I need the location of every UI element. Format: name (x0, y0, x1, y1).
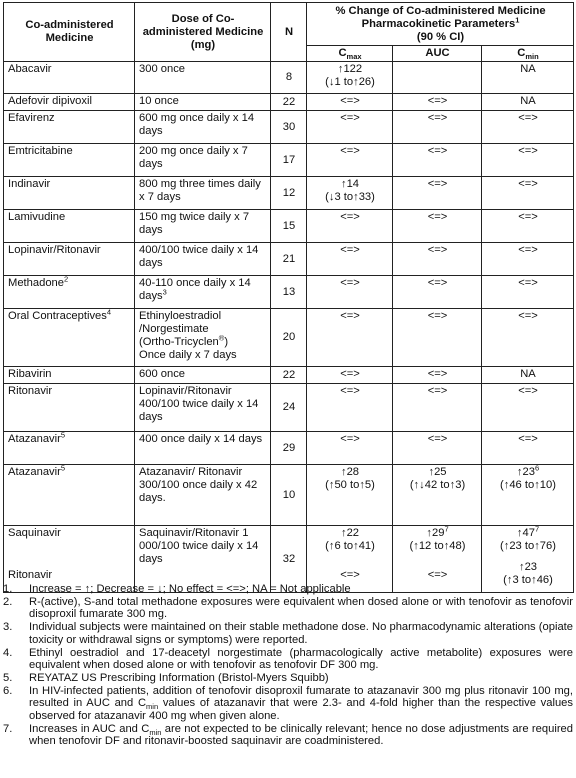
table-row (4, 367, 574, 384)
dose-cell (135, 432, 271, 465)
cmin-value: (↑46 to↑10) (500, 479, 556, 491)
dose-line (139, 310, 267, 323)
cmin-value: NA (520, 63, 536, 75)
cmin-cell (482, 384, 574, 432)
footnote-number: 1. (3, 583, 13, 595)
dose-cell (135, 465, 271, 526)
cmax-value: <=> (340, 368, 360, 380)
auc-value: <=> (427, 368, 448, 380)
dose-cell (135, 177, 271, 210)
medicine-name: Efavirenz (8, 112, 55, 124)
cmin-value (486, 524, 570, 540)
cmin-value: <=> (518, 145, 538, 157)
n-value: 8 (285, 71, 293, 83)
footnote-text-part: In HIV-infected patients, addition of tenofovir disoproxil fumarate to atazanavir 300 mg plus ritonavir 100 mg, resulted in AUC and C (29, 684, 573, 710)
header-percent-change-text: % Change of Co-administered Medicine Pharmacokinetic Parameters (335, 4, 546, 30)
n-cell (271, 111, 307, 144)
footnote-text (29, 723, 573, 748)
n-value: 12 (282, 186, 296, 199)
auc-cell (393, 526, 482, 560)
footnote (3, 583, 573, 596)
cmax-value: <=> (340, 310, 360, 322)
medicine-cell (4, 309, 135, 367)
auc-value: <=> (427, 277, 448, 289)
n-value: 15 (282, 219, 296, 232)
n-value: 21 (282, 252, 296, 265)
footnote-text (29, 672, 573, 685)
header-cmax: $C_{max}$ (307, 46, 393, 62)
dose-cell (135, 94, 271, 111)
dose-cell (135, 309, 271, 367)
auc-value: ↑25 (428, 466, 447, 478)
n-value: 22 (282, 95, 296, 108)
auc-cell (393, 276, 482, 309)
table-row (4, 465, 574, 526)
medicine-name: Saquinavir (8, 527, 61, 539)
table-row (4, 309, 574, 367)
footnote-number: 2. (3, 595, 13, 608)
auc-cell (393, 367, 482, 384)
cmax-value: <=> (340, 145, 360, 157)
cmax-cell (307, 526, 393, 560)
auc-cell (393, 309, 482, 367)
dose-text: 10 once (139, 95, 179, 107)
header-auc: AUC (393, 46, 482, 62)
auc-value: <=> (427, 112, 448, 124)
auc-cell (393, 432, 482, 465)
footnote (3, 621, 573, 646)
cmax-value: <=> (340, 244, 360, 256)
cmin-cell (482, 526, 574, 560)
cmax-value: <=> (340, 112, 360, 124)
cmax-value: <=> (340, 277, 360, 289)
footnote-number: 4. (3, 646, 13, 659)
n-cell (271, 309, 307, 367)
cmax-cell (307, 465, 393, 526)
table-row (4, 144, 574, 177)
dose-line (139, 323, 267, 336)
footnote-text-part: Individual subjects were maintained on their stable methadone dose. No pharmacodynamic alterations (opiate toxicity or withdrawal signs or symptoms) were reported. (29, 621, 573, 646)
auc-cell (393, 465, 482, 526)
cmin-text: ↑47 (516, 527, 535, 539)
cmin-value: <=> (518, 178, 538, 190)
footnote-number: 7. (3, 722, 13, 735)
table-row (4, 177, 574, 210)
footnote-text (29, 583, 573, 596)
auc-value: <=> (427, 145, 448, 157)
medicine-name: Emtricitabine (8, 145, 73, 157)
auc-cell (393, 243, 482, 276)
dose-text: Once daily x 7 days (139, 349, 237, 361)
cmin-value: (↑23 to↑76) (500, 540, 556, 552)
footnote-ref: 4 (106, 307, 112, 317)
footnote (3, 647, 573, 672)
cmax-cell (307, 111, 393, 144)
dose-text: 150 mg twice daily x 7 days (139, 211, 250, 236)
footnote (3, 723, 573, 748)
medicine-cell (4, 210, 135, 243)
cmin-value: <=> (518, 310, 538, 322)
cmin-value: $↑23^6$ (516, 463, 540, 478)
footnote (3, 672, 573, 685)
cmin-cell (482, 94, 574, 111)
cmin-cell (482, 210, 574, 243)
dose-text: Ethinyloestradiol (139, 310, 222, 322)
cmax-value: <=> (340, 433, 360, 445)
dose-text: /Norgestimate (139, 323, 209, 335)
dose-text: 400 once daily x 14 days (139, 433, 263, 445)
cmax-value: (↓1 to↑26) (325, 76, 375, 88)
header-medicine: Co-administered Medicine (4, 3, 135, 62)
cmin-value: <=> (518, 112, 538, 124)
table-row (4, 432, 574, 465)
footnote-number: 6. (3, 684, 13, 697)
medicine-name: Atazanavir (8, 466, 61, 478)
cmax-value: (↑50 to↑5) (325, 479, 375, 491)
footnote-subscript: min (146, 702, 159, 712)
medicine-name: Lamivudine (8, 211, 66, 223)
auc-cell (393, 177, 482, 210)
n-cell (271, 465, 307, 526)
header-n: N (271, 3, 307, 62)
footnote-number: 5. (3, 671, 13, 684)
auc-value: <=> (427, 211, 448, 223)
n-value: 10 (282, 488, 296, 501)
dose-text: (Ortho-Tricyclen (139, 336, 219, 348)
auc-value: <=> (427, 433, 448, 445)
cmax-value: (↑6 to↑41) (325, 540, 375, 552)
cmin-value: <=> (518, 244, 538, 256)
dose-cell (135, 144, 271, 177)
header-dose: Dose of Co-administered Medicine (mg) (135, 3, 271, 62)
dose-text: Lopinavir/Ritonavir 400/100 twice daily x 14 days (139, 385, 259, 423)
cmin-cell (482, 465, 574, 526)
n-cell (271, 384, 307, 432)
cmax-value: (↓3 to↑33) (325, 191, 375, 203)
cmax-cell (307, 432, 393, 465)
dose-text: Atazanavir/ Ritonavir 300/100 once daily x 42 days. (139, 466, 258, 504)
cmin-cell (482, 276, 574, 309)
cmax-value: ↑22 (340, 527, 360, 539)
header-percent-change (307, 3, 574, 46)
dose-cell (135, 243, 271, 276)
medicine-name: Indinavir (8, 178, 51, 190)
footnote-text-part: Increase = ↑; Decrease = ↓; No effect = <=>; NA = Not applicable (29, 583, 351, 595)
cmin-value: ↑23 (518, 560, 538, 573)
auc-value: <=> (427, 178, 448, 190)
n-cell (271, 62, 307, 94)
dose-cell (135, 62, 271, 94)
cmin-cell (482, 309, 574, 367)
cmax-cell (307, 367, 393, 384)
dose-line (139, 349, 267, 362)
cmin-cell (482, 243, 574, 276)
header-ci: (90 % CI) (416, 30, 465, 43)
n-cell (271, 94, 307, 111)
table-row (4, 111, 574, 144)
registered-mark: ® (218, 333, 225, 343)
dose-text: 300 once (139, 63, 186, 75)
cmin-cell (482, 62, 574, 94)
n-value: 32 (282, 552, 296, 565)
n-cell (271, 144, 307, 177)
n-cell (271, 432, 307, 465)
cmax-value: <=> (340, 211, 360, 223)
footnote-text-part: R-(active), S-and total methadone exposures were equivalent when dosed alone or with tenofovir as tenofovir disoproxil fumarate 300 mg. (29, 595, 573, 621)
medicine-name: Atazanavir (8, 433, 61, 445)
n-value: 24 (282, 401, 296, 413)
auc-value (397, 524, 478, 540)
footnote (3, 685, 573, 723)
table-row (4, 62, 574, 94)
medicine-cell (4, 144, 135, 177)
medicine-cell (4, 276, 135, 309)
cmax-value: <=> (340, 95, 360, 107)
medicine-cell (4, 384, 135, 432)
medicine-name: Ritonavir (8, 385, 53, 397)
dose-text: 200 mg once daily x 7 days (139, 145, 248, 170)
n-cell (271, 210, 307, 243)
footnote-text (29, 621, 573, 646)
dose-cell (135, 210, 271, 243)
cmin-value: <=> (518, 433, 538, 445)
dose-cell (135, 384, 271, 432)
table-row (4, 384, 574, 432)
footnote-ref: 5 (60, 463, 66, 473)
medicine-cell (4, 94, 135, 111)
medicine-name: Ribavirin (8, 368, 52, 380)
cmax-cell (307, 384, 393, 432)
medicine-name: Methadone (8, 277, 64, 289)
cmax-value: ↑122 (337, 63, 363, 75)
footnote-ref: 5 (60, 430, 66, 440)
footnote-ref: 7 (444, 524, 449, 534)
dose-text: 40-110 once daily x 14 days (139, 277, 251, 302)
footnote-text-part: Increases in AUC and C (29, 722, 150, 735)
cmin-value: <=> (518, 277, 538, 289)
header-cmin: $C_{min}$ (482, 46, 574, 62)
cmax-value: ↑28 (340, 466, 360, 478)
medicine-cell (4, 526, 135, 560)
auc-cell (393, 94, 482, 111)
cmin-value: <=> (518, 211, 538, 223)
n-cell (271, 243, 307, 276)
cmin-value: (↑3 to↑46) (503, 573, 553, 586)
interaction-table (3, 2, 574, 593)
auc-cell (393, 210, 482, 243)
cmax-cell (307, 309, 393, 367)
cmin-cell (482, 367, 574, 384)
footnote-ref: 1 (515, 14, 520, 24)
medicine-name: Ritonavir (8, 569, 53, 582)
footnote-text (29, 647, 573, 672)
footnote-ref: 7 (534, 524, 540, 534)
auc-value: <=> (427, 244, 448, 256)
n-value: 29 (282, 441, 296, 454)
footnote-text-part: REYATAZ US Prescribing Information (Bristol-Myers Squibb) (29, 671, 329, 684)
cmax-cell (307, 144, 393, 177)
footnote-text (29, 596, 573, 621)
cmin-value: NA (520, 368, 536, 380)
auc-cell (393, 144, 482, 177)
n-value: 22 (282, 368, 296, 381)
footnote-text-part: are not expected to be clinically relevant; hence no dose adjustments are required when tenofovir DF and ritonavir-boosted saquinavir are coadministered. (29, 722, 573, 748)
footnote-ref: 3 (162, 287, 167, 297)
dose-text: 600 once (139, 368, 186, 380)
cmin-value: NA (520, 95, 536, 107)
n-value: 30 (282, 120, 296, 133)
medicine-cell (4, 432, 135, 465)
cmax-value: <=> (340, 385, 360, 397)
medicine-name: Lopinavir/Ritonavir (8, 244, 101, 256)
cmin-cell (482, 432, 574, 465)
dose-text: 400/100 twice daily x 14 days (139, 244, 259, 269)
auc-cell (393, 111, 482, 144)
n-value: 13 (282, 285, 296, 298)
medicine-name: Adefovir dipivoxil (8, 95, 92, 107)
footnote-text (29, 685, 573, 723)
medicine-cell (4, 62, 135, 94)
cmax-cell (307, 62, 393, 94)
dose-cell (135, 111, 271, 144)
cmin-cell (482, 111, 574, 144)
footnote-text-part: values of atazanavir that were 2.3- and 4-fold higher than the respective values observed for atazanavir 400 mg when given alone. (29, 697, 573, 723)
table-row (4, 243, 574, 276)
cmin-cell (482, 144, 574, 177)
cmax-value: ↑14 (340, 178, 360, 190)
footnote-ref: 6 (534, 463, 540, 473)
footnote (3, 596, 573, 621)
cmax-cell (307, 276, 393, 309)
dose-text: 800 mg three times daily x 7 days (139, 178, 261, 203)
n-cell (271, 367, 307, 384)
n-value: 20 (282, 331, 296, 343)
dose-line (139, 333, 267, 349)
medicine-name: Abacavir (8, 63, 52, 75)
dose-text: Saquinavir/Ritonavir 1 000/100 twice daily x 14 days (139, 527, 259, 565)
auc-value: <=> (427, 310, 448, 322)
auc-value: (↑↓42 to↑3) (409, 479, 466, 491)
medicine-cell (4, 367, 135, 384)
auc-value: <=> (427, 385, 448, 397)
medicine-name: Oral Contraceptives (8, 310, 107, 322)
medicine-cell (4, 465, 135, 526)
cmax-cell (307, 177, 393, 210)
auc-cell (393, 384, 482, 432)
footnotes (3, 583, 573, 748)
auc-value: (↑12 to↑48) (409, 540, 466, 552)
cmin-value: <=> (518, 385, 538, 397)
dose-text: 600 mg once daily x 14 days (139, 112, 255, 137)
medicine-cell (4, 243, 135, 276)
table-row (4, 276, 574, 309)
auc-value: <=> (427, 569, 448, 582)
table-row (4, 94, 574, 111)
n-value: 17 (282, 153, 296, 166)
n-cell (271, 276, 307, 309)
medicine-cell (4, 177, 135, 210)
cmin-cell (482, 177, 574, 210)
cmax-cell (307, 210, 393, 243)
auc-value: <=> (427, 95, 448, 107)
n-cell (271, 177, 307, 210)
medicine-cell (4, 111, 135, 144)
auc-cell (393, 62, 482, 94)
footnote-text-part: Ethinyl oestradiol and 17-deacetyl norgestimate (pharmacologically active metabolite) exposures were equivalent when dosed alone or with tenofovir as tenofovir DF 300 mg. (29, 646, 573, 672)
cmax-cell (307, 243, 393, 276)
table-row (4, 526, 574, 560)
dose-cell (135, 276, 271, 309)
footnote-number: 3. (3, 621, 13, 634)
dose-cell (135, 367, 271, 384)
footnote-ref: 2 (63, 274, 69, 284)
auc-text: ↑29 (426, 527, 445, 539)
cmax-value: <=> (340, 569, 360, 582)
cmax-cell (307, 94, 393, 111)
footnote-subscript: min (149, 727, 162, 737)
table-row (4, 210, 574, 243)
dose-text: ) (224, 336, 229, 348)
